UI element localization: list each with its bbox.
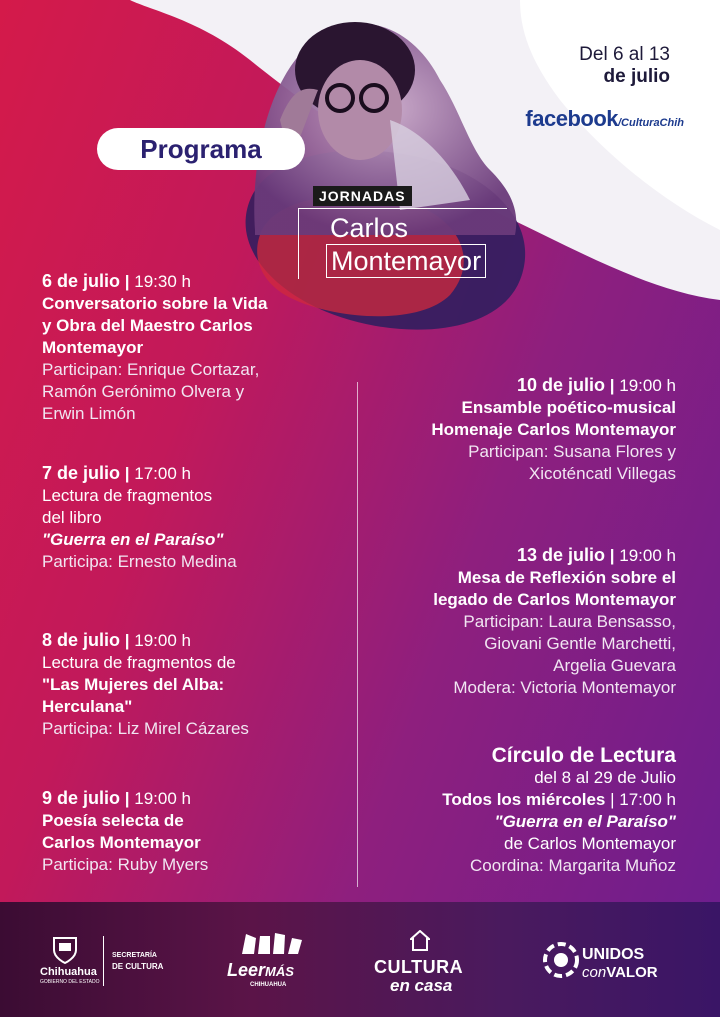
event-title-line-2: "Las Mujeres del Alba: [42, 675, 225, 694]
event-title-line-2: del libro [42, 508, 102, 527]
circulo-dates: del 8 al 29 de Julio [534, 768, 676, 787]
event-block-7-julio [42, 462, 237, 573]
event-date: 9 de julio [42, 788, 121, 808]
event-title-line-2: Homenaje Carlos Montemayor [431, 420, 676, 439]
separator: | [609, 546, 615, 565]
chihuahua-logo-text: Chihuahua [40, 966, 97, 978]
event-title-line-3: "Guerra en el Paraíso" [42, 530, 224, 549]
event-date: 6 de julio [42, 271, 121, 291]
facebook-logo: facebook [525, 106, 618, 131]
event-date: 10 de julio [517, 375, 606, 395]
leer-sub-text: CHIHUAHUA [250, 982, 287, 988]
unidos-text: UNIDOS [582, 946, 645, 963]
event-title-line-3: Montemayor [42, 338, 144, 357]
title-name-line-2: Montemayor [326, 244, 486, 278]
logo-divider [103, 936, 104, 986]
event-time: 17:00 h [134, 464, 191, 483]
leer-logo-text [227, 960, 294, 981]
event-title: Conversatorio [42, 294, 158, 313]
secretaria-text: SECRETARÍA [112, 952, 157, 959]
separator: | [124, 789, 130, 808]
event-date: 13 de julio [517, 545, 606, 565]
event-moderator: Modera: Victoria Montemayor [453, 678, 676, 697]
event-participants: Participan: Enrique Cortazar, [42, 360, 260, 379]
event-participants-3: Argelia Guevara [553, 656, 676, 675]
circulo-day: Todos los miércoles [442, 790, 606, 809]
event-participants-2: Giovani Gentle Marchetti, [484, 634, 676, 653]
event-participants: Participan: Susana Flores y [468, 442, 676, 461]
facebook-handle: /CulturaChih [618, 117, 684, 129]
books-icon [240, 930, 304, 956]
event-dates [579, 44, 670, 88]
separator: | [124, 272, 130, 291]
circulo-lectura-block [442, 745, 676, 877]
event-participants: Participa: Ruby Myers [42, 855, 209, 874]
cultura-logo-text: CULTURA [374, 957, 464, 977]
circulo-book: "Guerra en el Paraíso" [494, 812, 676, 831]
event-title-line-2: y Obra del Maestro Carlos [42, 316, 253, 335]
event-participants-2: Xicoténcatl Villegas [528, 464, 676, 483]
event-time: 19:00 h [134, 631, 191, 650]
event-participants: Participan: Laura Bensasso, [463, 612, 676, 631]
event-title-bold: sobre la Vida [157, 294, 268, 313]
event-title-line-3: Herculana" [42, 697, 133, 716]
gobierno-text: GOBIERNO DEL ESTADO [40, 979, 100, 985]
event-title: Poesía selecta de [42, 811, 184, 830]
separator: | [124, 631, 130, 650]
footer-logos [0, 902, 720, 1017]
event-block-9-julio [42, 787, 208, 876]
separator: | [609, 376, 615, 395]
event-time: 19:00 h [619, 546, 676, 565]
circulo-author: de Carlos Montemayor [504, 834, 676, 853]
event-date: 8 de julio [42, 630, 121, 650]
event-time: 19:00 h [619, 376, 676, 395]
circulo-coordinator: Coordina: Margarita Muñoz [470, 856, 676, 875]
event-block-6-julio [42, 270, 267, 425]
mas-word: MÁS [265, 964, 294, 979]
unidos-emblem-icon [542, 938, 580, 982]
separator: | [124, 464, 130, 483]
event-title: Lectura de fragmentos de [42, 653, 236, 672]
event-block-8-julio [42, 629, 249, 740]
title-name-line-1: Carlos [330, 213, 409, 243]
event-block-10-julio [431, 374, 676, 485]
event-participants: Participa: Liz Mirel Cázares [42, 719, 249, 738]
event-title-line-2: legado de Carlos Montemayor [433, 590, 676, 609]
dates-line-1: Del 6 al 13 [579, 44, 670, 65]
circulo-time: 17:00 h [619, 790, 676, 809]
column-divider [357, 382, 358, 887]
event-title-line-2: Carlos Montemayor [42, 833, 201, 852]
facebook-link[interactable] [525, 106, 684, 132]
circulo-title: Círculo de Lectura [491, 744, 676, 767]
event-participants: Participa: Ernesto Medina [42, 552, 237, 571]
event-participants-2: Ramón Gerónimo Olvera y [42, 382, 245, 401]
jornadas-label: JORNADAS [313, 186, 412, 206]
valor-word: VALOR [606, 964, 658, 981]
event-title: Mesa de Reflexión sobre el [457, 568, 676, 587]
dates-line-2: de julio [603, 66, 670, 87]
chihuahua-shield-icon [52, 936, 78, 964]
event-title: Ensamble poético-musical [461, 398, 676, 417]
event-block-13-julio [433, 544, 676, 699]
event-time: 19:00 h [134, 789, 191, 808]
en-casa-text: en casa [390, 976, 453, 995]
event-title: Lectura de fragmentos [42, 486, 213, 505]
con-valor-text [582, 964, 658, 981]
house-pin-icon [410, 930, 430, 952]
programa-badge: Programa [97, 128, 305, 170]
leer-word: Leer [227, 960, 266, 980]
con-word: con [582, 964, 607, 981]
event-time: 19:30 h [134, 272, 191, 291]
event-date: 7 de julio [42, 463, 121, 483]
separator: | [610, 790, 615, 809]
de-cultura-text: DE CULTURA [112, 962, 164, 971]
event-participants-3: Erwin Limón [42, 404, 136, 423]
